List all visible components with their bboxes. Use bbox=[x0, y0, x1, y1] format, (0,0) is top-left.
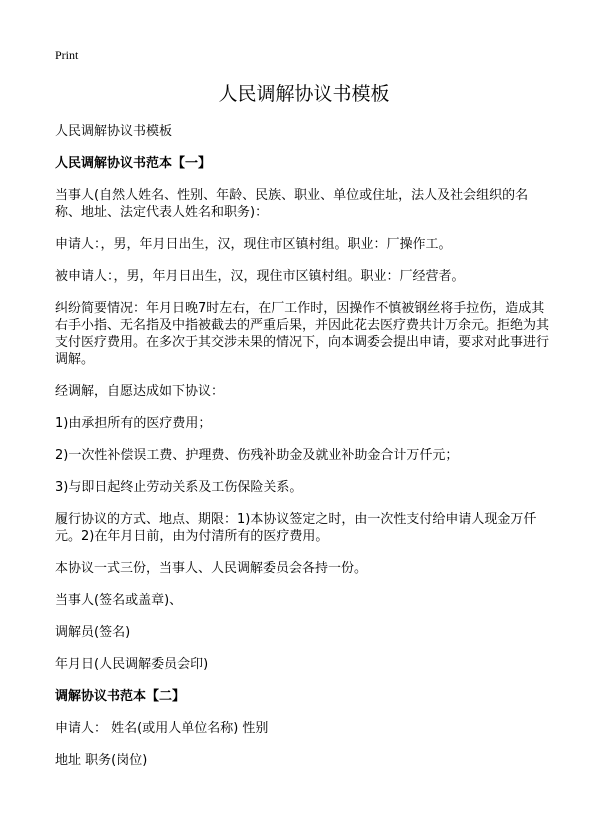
party-signature-line: 当事人(签名或盖章)、 bbox=[55, 593, 183, 608]
respondent-paragraph: 被申请人：，男，年月日出生，汉，现住市区镇村组。职业：厂经营者。 bbox=[55, 269, 465, 284]
document-subtitle: 人民调解协议书模板 bbox=[55, 124, 173, 139]
party-intro-paragraph: 当事人(自然人姓名、性别、年龄、民族、职业、单位或住址，法人及社会组织的名称、地址、法定代表人姓名和职务)： bbox=[55, 188, 529, 220]
document-title: 人民调解协议书模板 bbox=[218, 83, 390, 105]
applicant-paragraph: 申请人：，男，年月日出生，汉，现住市区镇村组。职业：厂操作工。 bbox=[55, 237, 452, 252]
section-heading-2: 调解协议书范本【二】 bbox=[55, 689, 186, 704]
dispute-summary-paragraph: 纠纷简要情况：年月日晚7时左右，在厂工作时，因操作不慎被钢丝将手拉伤，造成其右手小指、无名指及中指被截去的严重后果，并因此花去医疗费共计万余元。拒绝为其支付医疗费用。在多次于其交涉未果的情况下，向本调委会提出申请，要求对此事进行调解。 bbox=[55, 301, 550, 367]
agreement-item-1: 1)由承担所有的医疗费用； bbox=[55, 416, 212, 431]
agreement-item-2: 2)一次性补偿误工费、护理费、伤残补助金及就业补助金合计万仟元； bbox=[55, 448, 459, 463]
section-heading-1: 人民调解协议书范本【一】 bbox=[55, 156, 212, 171]
address-position-line: 地址 职务(岗位) bbox=[55, 753, 148, 768]
agreement-item-3: 3)与即日起终止劳动关系及工伤保险关系。 bbox=[55, 480, 303, 495]
agreement-intro-paragraph: 经调解，自愿达成如下协议： bbox=[55, 384, 225, 399]
applicant-2-line: 申请人： 姓名(或用人单位名称) 性别 bbox=[55, 721, 269, 736]
date-seal-line: 年月日(人民调解委员会印) bbox=[55, 657, 209, 672]
copies-paragraph: 本协议一式三份，当事人、人民调解委员会各持一份。 bbox=[55, 561, 368, 576]
performance-paragraph: 履行协议的方式、地点、期限：1)本协议签定之时，由一次性支付给申请人现金万仟元。2)在年月日前，由为付清所有的医疗费用。 bbox=[55, 512, 537, 544]
mediator-signature-line: 调解员(签名) bbox=[55, 625, 131, 640]
print-link[interactable]: Print bbox=[55, 48, 79, 62]
